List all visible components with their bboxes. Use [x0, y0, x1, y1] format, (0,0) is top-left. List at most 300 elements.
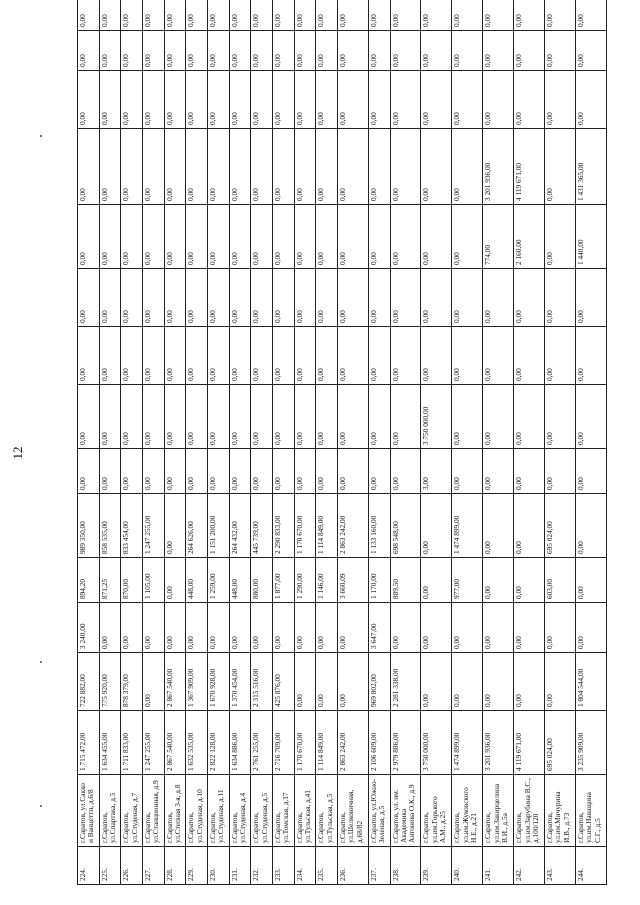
value-cell: 1 367 909,00: [186, 653, 208, 711]
value-cell: 0,00: [164, 0, 186, 31]
value-cell: 0,00: [273, 327, 295, 385]
value-cell: 989 350,00: [78, 494, 100, 558]
value-cell: 0,00: [251, 71, 273, 129]
address-cell: г.Саратов, ул.Студеная, д.4: [229, 775, 251, 847]
rotated-table-container: [77, 14, 607, 885]
value-cell: 0,00: [421, 129, 452, 205]
value-cell: 0,00: [316, 327, 338, 385]
table-row: [368, 0, 390, 885]
value-cell: 0,00: [251, 129, 273, 205]
value-cell: 0,00: [390, 71, 421, 129]
value-cell: 0,00: [143, 205, 165, 269]
value-cell: 0,00: [251, 603, 273, 653]
value-cell: 1 259,00: [208, 558, 230, 603]
value-cell: 0,00: [316, 653, 338, 711]
value-cell: 0,00: [121, 0, 143, 31]
value-cell: 3 750 000,00: [421, 711, 452, 775]
value-cell: 0,00: [338, 449, 369, 494]
value-cell: 0,00: [514, 71, 545, 129]
value-cell: 0,00: [78, 385, 100, 449]
row-number: 233.: [273, 847, 295, 885]
value-cell: 0,00: [483, 449, 514, 494]
value-cell: 0,00: [78, 0, 100, 31]
value-cell: 0,00: [421, 0, 452, 31]
value-cell: 0,00: [452, 603, 483, 653]
address-cell: г.Саратов, ул.им.Наващина С.Г., д.5: [575, 775, 606, 847]
value-cell: 1 804 544,00: [575, 653, 606, 711]
value-cell: 0,00: [390, 327, 421, 385]
value-cell: 0,00: [452, 653, 483, 711]
value-cell: 0,00: [421, 205, 452, 269]
value-cell: 0,00: [294, 31, 316, 71]
value-cell: 0,00: [421, 31, 452, 71]
value-cell: 0,00: [316, 385, 338, 449]
scan-speck: [40, 135, 42, 137]
value-cell: 0,00: [390, 129, 421, 205]
value-cell: 0,00: [99, 269, 121, 327]
value-cell: 1 105,00: [143, 558, 165, 603]
value-cell: 0,00: [294, 653, 316, 711]
address-cell: г.Саратов, ул.им.Жуковского Н.Е., д.21: [452, 775, 483, 847]
value-cell: 0,00: [78, 31, 100, 71]
row-number: 235.: [316, 847, 338, 885]
value-cell: 0,00: [229, 205, 251, 269]
value-cell: 0,00: [121, 449, 143, 494]
value-cell: 0,00: [164, 449, 186, 494]
row-number: 227.: [143, 847, 165, 885]
value-cell: 0,00: [229, 385, 251, 449]
value-cell: 0,00: [273, 129, 295, 205]
value-cell: 1 170 670,00: [294, 711, 316, 775]
value-cell: 1 474 899,00: [452, 711, 483, 775]
value-cell: 0,00: [229, 449, 251, 494]
value-cell: 0,00: [186, 0, 208, 31]
value-cell: 833 454,00: [121, 494, 143, 558]
value-cell: 0,00: [338, 71, 369, 129]
value-cell: 0,00: [368, 269, 390, 327]
value-cell: 0,00: [186, 603, 208, 653]
value-cell: 0,00: [186, 205, 208, 269]
value-cell: 2 761 255,00: [251, 711, 273, 775]
value-cell: 0,00: [316, 0, 338, 31]
value-cell: 0,00: [338, 603, 369, 653]
value-cell: 878 379,00: [121, 653, 143, 711]
value-cell: 0,00: [294, 449, 316, 494]
value-cell: 0,00: [544, 129, 575, 205]
value-cell: 0,00: [143, 71, 165, 129]
value-cell: 1 715 472,00: [78, 711, 100, 775]
value-cell: 2 160,00: [514, 205, 545, 269]
value-cell: 1 290,00: [294, 558, 316, 603]
value-cell: 0,00: [143, 653, 165, 711]
value-cell: 0,00: [208, 385, 230, 449]
value-cell: 0,00: [514, 558, 545, 603]
value-cell: 0,00: [338, 269, 369, 327]
value-cell: 0,00: [452, 31, 483, 71]
page-number: 12: [10, 446, 25, 460]
value-cell: 1 114 849,00: [316, 711, 338, 775]
address-cell: г.Саратов, ул. им. Академика Антонова О.К., д.9: [390, 775, 421, 847]
value-cell: 0,00: [99, 603, 121, 653]
value-cell: 0,00: [121, 71, 143, 129]
scan-speck: [40, 661, 42, 663]
value-cell: 2 822 128,00: [208, 711, 230, 775]
value-cell: 603,00: [544, 558, 575, 603]
value-cell: 0,00: [208, 327, 230, 385]
value-cell: 0,00: [78, 327, 100, 385]
value-cell: 1 114 849,00: [316, 494, 338, 558]
value-cell: 2 281 338,00: [390, 653, 421, 711]
value-cell: 0,00: [338, 129, 369, 205]
row-number: 238.: [390, 847, 421, 885]
row-number: 237.: [368, 847, 390, 885]
value-cell: 0,00: [273, 71, 295, 129]
value-cell: 1 170,00: [368, 558, 390, 603]
address-cell: г.Саратов, ул.им.Мичурина И.В., д.73: [544, 775, 575, 847]
value-cell: 0,00: [316, 449, 338, 494]
value-cell: 0,00: [229, 269, 251, 327]
value-cell: 0,00: [544, 449, 575, 494]
value-cell: 0,00: [121, 205, 143, 269]
value-cell: 2 716 709,00: [273, 711, 295, 775]
value-cell: 0,00: [483, 327, 514, 385]
value-cell: 0,00: [164, 31, 186, 71]
value-cell: 0,00: [368, 205, 390, 269]
value-cell: 0,00: [421, 71, 452, 129]
value-cell: 0,00: [164, 558, 186, 603]
value-cell: 0,00: [514, 449, 545, 494]
table-row: [121, 0, 143, 885]
value-cell: 0,00: [208, 0, 230, 31]
value-cell: 0,00: [229, 327, 251, 385]
address-cell: г.Саратов, ул.Степная 3-я, д.8: [164, 775, 186, 847]
value-cell: 0,00: [421, 603, 452, 653]
value-cell: 695 024,00: [544, 711, 575, 775]
value-cell: 0,00: [514, 494, 545, 558]
value-cell: 0,00: [368, 385, 390, 449]
table-row: [575, 0, 606, 885]
value-cell: 1 247 255,00: [143, 711, 165, 775]
value-cell: 0,00: [143, 327, 165, 385]
value-cell: 0,00: [273, 269, 295, 327]
value-cell: 0,00: [575, 603, 606, 653]
value-cell: 0,00: [164, 269, 186, 327]
value-cell: 969 802,00: [368, 653, 390, 711]
value-cell: 0,00: [544, 205, 575, 269]
value-cell: 0,00: [121, 385, 143, 449]
value-cell: 0,00: [544, 71, 575, 129]
value-cell: 0,00: [514, 31, 545, 71]
value-cell: 0,00: [316, 603, 338, 653]
value-cell: 1 440,00: [575, 205, 606, 269]
value-cell: 425 876,00: [273, 653, 295, 711]
value-cell: 0,00: [164, 205, 186, 269]
value-cell: 0,00: [143, 129, 165, 205]
value-cell: 0,00: [143, 0, 165, 31]
value-cell: 0,00: [208, 449, 230, 494]
value-cell: 0,00: [368, 129, 390, 205]
value-cell: 0,00: [368, 31, 390, 71]
value-cell: 0,00: [99, 205, 121, 269]
value-cell: 0,00: [316, 269, 338, 327]
address-cell: г.Саратов, ул.им.Горького А.М., д.25: [421, 775, 452, 847]
value-cell: 0,00: [186, 385, 208, 449]
table-row: [78, 0, 100, 885]
table-row: [99, 0, 121, 885]
value-cell: 0,00: [78, 129, 100, 205]
table-row: [251, 0, 273, 885]
value-cell: 3 201 936,00: [483, 711, 514, 775]
row-number: 231.: [229, 847, 251, 885]
value-cell: 1 634 886,00: [229, 711, 251, 775]
table-body: [78, 0, 607, 885]
address-cell: г.Саратов, ул.Спартака, д.5: [99, 775, 121, 847]
table-row: [186, 0, 208, 885]
value-cell: 0,00: [544, 603, 575, 653]
value-cell: 0,00: [514, 603, 545, 653]
value-cell: 0,00: [208, 129, 230, 205]
table-row: [514, 0, 545, 885]
value-cell: 4 119 671,00: [514, 711, 545, 775]
value-cell: 0,00: [421, 327, 452, 385]
value-cell: 0,00: [78, 71, 100, 129]
value-cell: 0,00: [452, 385, 483, 449]
value-cell: 0,00: [514, 327, 545, 385]
value-cell: 0,00: [390, 449, 421, 494]
value-cell: 0,00: [514, 269, 545, 327]
value-cell: 0,00: [251, 385, 273, 449]
table-row: [483, 0, 514, 885]
value-cell: 0,00: [483, 0, 514, 31]
value-cell: 0,00: [514, 385, 545, 449]
row-number: 228.: [164, 847, 186, 885]
value-cell: 0,00: [143, 449, 165, 494]
value-cell: 445 739,00: [251, 494, 273, 558]
value-cell: 0,00: [575, 31, 606, 71]
value-cell: 0,00: [483, 558, 514, 603]
value-cell: 0,00: [294, 129, 316, 205]
value-cell: 0,00: [273, 385, 295, 449]
value-cell: 0,00: [390, 269, 421, 327]
value-cell: 0,00: [452, 205, 483, 269]
value-cell: 0,00: [452, 449, 483, 494]
value-cell: 0,00: [294, 327, 316, 385]
value-cell: 0,00: [251, 31, 273, 71]
value-cell: 870,00: [121, 558, 143, 603]
value-cell: 0,00: [575, 558, 606, 603]
value-cell: 0,00: [338, 31, 369, 71]
value-cell: 774,00: [483, 205, 514, 269]
value-cell: 0,00: [421, 558, 452, 603]
address-cell: г.Саратов, ул.им.Зарубина В.С., д.100/120: [514, 775, 545, 847]
value-cell: 0,00: [483, 385, 514, 449]
value-cell: 1 670 928,00: [208, 653, 230, 711]
value-cell: 0,00: [390, 603, 421, 653]
value-cell: 0,00: [273, 603, 295, 653]
value-cell: 0,00: [316, 129, 338, 205]
value-cell: 0,00: [229, 129, 251, 205]
value-cell: 1 431 365,00: [575, 129, 606, 205]
value-cell: 775 920,00: [99, 653, 121, 711]
table-row: [544, 0, 575, 885]
value-cell: 0,00: [208, 269, 230, 327]
value-cell: 0,00: [99, 71, 121, 129]
value-cell: 1 133 160,00: [368, 494, 390, 558]
value-cell: 1 370 454,00: [229, 653, 251, 711]
value-cell: 0,00: [368, 327, 390, 385]
value-cell: 0,00: [316, 205, 338, 269]
value-cell: 0,00: [575, 449, 606, 494]
row-number: 242.: [514, 847, 545, 885]
table-row: [273, 0, 295, 885]
value-cell: 0,00: [99, 449, 121, 494]
value-cell: 0,00: [186, 71, 208, 129]
value-cell: 0,00: [452, 269, 483, 327]
value-cell: 0,00: [251, 0, 273, 31]
table-row: [143, 0, 165, 885]
value-cell: 0,00: [544, 653, 575, 711]
table-row: [229, 0, 251, 885]
value-cell: 264 626,00: [186, 494, 208, 558]
value-cell: 0,00: [208, 603, 230, 653]
address-cell: г.Саратов, ул.Томская, д.17: [273, 775, 295, 847]
value-cell: 0,00: [99, 31, 121, 71]
value-cell: 1 170 670,00: [294, 494, 316, 558]
value-cell: 894,20: [78, 558, 100, 603]
value-cell: 0,00: [368, 449, 390, 494]
row-number: 239.: [421, 847, 452, 885]
value-cell: 695 024,00: [544, 494, 575, 558]
value-cell: 0,00: [78, 449, 100, 494]
row-number: 236.: [338, 847, 369, 885]
value-cell: 0,00: [452, 129, 483, 205]
value-cell: 0,00: [483, 653, 514, 711]
table-row: [338, 0, 369, 885]
row-number: 230.: [208, 847, 230, 885]
table-row: [164, 0, 186, 885]
value-cell: 0,00: [452, 0, 483, 31]
value-cell: 0,00: [251, 327, 273, 385]
value-cell: 3 201 936,00: [483, 129, 514, 205]
value-cell: 3 240,00: [78, 603, 100, 653]
value-cell: 2 106 609,00: [368, 711, 390, 775]
value-cell: 722 882,00: [78, 653, 100, 711]
address-cell: г.Саратов, ул.Южно-Зеленая, д.5: [368, 775, 390, 847]
value-cell: 0,00: [544, 327, 575, 385]
value-cell: 0,00: [121, 327, 143, 385]
value-cell: 448,00: [186, 558, 208, 603]
value-cell: 0,00: [421, 269, 452, 327]
row-number: 234.: [294, 847, 316, 885]
address-cell: г.Саратов, ул.Студеная, д.10: [186, 775, 208, 847]
value-cell: 0,00: [186, 31, 208, 71]
value-cell: 0,00: [575, 494, 606, 558]
value-cell: 0,00: [99, 327, 121, 385]
value-cell: 0,00: [483, 31, 514, 71]
value-cell: 0,00: [514, 653, 545, 711]
value-cell: 0,00: [164, 603, 186, 653]
value-cell: 1 474 899,00: [452, 494, 483, 558]
value-cell: 889,50: [390, 558, 421, 603]
value-cell: 0,00: [208, 31, 230, 71]
value-cell: 0,00: [251, 449, 273, 494]
value-cell: 0,00: [164, 71, 186, 129]
value-cell: 0,00: [575, 0, 606, 31]
value-cell: 0,00: [186, 449, 208, 494]
value-cell: 0,00: [514, 0, 545, 31]
value-cell: 0,00: [483, 494, 514, 558]
table-row: [452, 0, 483, 885]
value-cell: 0,00: [338, 385, 369, 449]
value-cell: 0,00: [338, 327, 369, 385]
table-row: [316, 0, 338, 885]
value-cell: 0,00: [186, 129, 208, 205]
value-cell: 0,00: [273, 449, 295, 494]
table-row: [421, 0, 452, 885]
value-cell: 0,00: [99, 0, 121, 31]
value-cell: 3 647,00: [368, 603, 390, 653]
value-cell: 0,00: [229, 31, 251, 71]
value-cell: 0,00: [294, 385, 316, 449]
value-cell: 0,00: [316, 31, 338, 71]
value-cell: 1 711 833,00: [121, 711, 143, 775]
value-cell: 0,00: [121, 269, 143, 327]
value-cell: 2 979 886,00: [390, 711, 421, 775]
value-cell: 3 235 909,00: [575, 711, 606, 775]
value-cell: 0,00: [186, 269, 208, 327]
address-cell: г.Саратов, ул.Шелковичная, д.68/82: [338, 775, 369, 847]
value-cell: 2 867 540,00: [164, 653, 186, 711]
address-cell: г.Саратов, ул.Сакко и Ванцетти, д.6/8: [78, 775, 100, 847]
value-cell: 0,00: [338, 0, 369, 31]
value-cell: 0,00: [390, 0, 421, 31]
value-cell: 698 548,00: [390, 494, 421, 558]
value-cell: 0,00: [294, 603, 316, 653]
value-cell: 0,00: [544, 0, 575, 31]
value-cell: 0,00: [99, 129, 121, 205]
value-cell: 1 247 255,00: [143, 494, 165, 558]
value-cell: 0,00: [294, 205, 316, 269]
value-cell: 0,00: [164, 385, 186, 449]
data-table: [77, 0, 607, 885]
value-cell: 0,00: [186, 327, 208, 385]
row-number: 232.: [251, 847, 273, 885]
value-cell: 3 660,09: [338, 558, 369, 603]
address-cell: г.Саратов, ул.Тульская, д.5: [316, 775, 338, 847]
value-cell: 0,00: [143, 31, 165, 71]
value-cell: 0,00: [208, 205, 230, 269]
value-cell: 0,00: [575, 269, 606, 327]
address-cell: г.Саратов, ул.Станционная, д.9: [143, 775, 165, 847]
value-cell: 0,00: [164, 327, 186, 385]
value-cell: 0,00: [368, 0, 390, 31]
row-number: 224.: [78, 847, 100, 885]
value-cell: 0,00: [121, 129, 143, 205]
value-cell: 0,00: [121, 603, 143, 653]
address-cell: г.Саратов, ул.Студеная, д.7: [121, 775, 143, 847]
value-cell: 4 119 671,00: [514, 129, 545, 205]
value-cell: 0,00: [273, 0, 295, 31]
value-cell: 0,00: [143, 385, 165, 449]
value-cell: 0,00: [294, 0, 316, 31]
value-cell: 0,00: [483, 71, 514, 129]
value-cell: 0,00: [273, 31, 295, 71]
value-cell: 0,00: [575, 385, 606, 449]
value-cell: 880,00: [251, 558, 273, 603]
value-cell: 0,00: [208, 71, 230, 129]
value-cell: 2 867 540,00: [164, 711, 186, 775]
value-cell: 0,00: [273, 205, 295, 269]
